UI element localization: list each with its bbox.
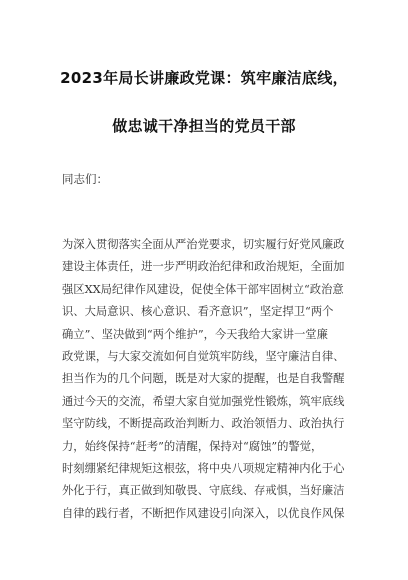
body-line: 建设主体责任，进一步严明政治纪律和政治规矩，全面加 [62, 260, 345, 274]
document-title-line-1: 2023年局长讲廉政党课：筑牢廉洁底线， [60, 69, 348, 87]
document-title-line-2: 做忠诚干净担当的党员干部 [112, 117, 296, 135]
salutation: 同志们： [62, 172, 108, 186]
body-line: 时刻绷紧纪律规矩这根弦，将中央八项规定精神内化于心 [62, 461, 345, 475]
body-line: 外化于行，真正做到知敬畏、守底线、存戒惧，当好廉洁 [62, 484, 345, 498]
body-line: 为深入贯彻落实全面从严治党要求，切实履行好党风廉政 [62, 238, 345, 251]
body-line: 坚守防线，不断提高政治判断力、政治领悟力、政治执行 [62, 417, 345, 431]
body-line: 确立”、坚决做到“两个维护”，今天我给大家讲一堂廉 [62, 327, 328, 341]
body-line: 担当作为的几个问题，既是对大家的提醒，也是自我警醒 [62, 372, 345, 386]
body-line: 强区XX局纪律作风建设，促使全体干部牢固树立“政治意 [62, 282, 344, 296]
body-paragraph [62, 234, 350, 525]
body-line: 识、大局意识、核心意识、看齐意识”，坚定捍卫“两个 [62, 305, 334, 319]
body-line: 力，始终保持“赶考”的清醒，保持对“腐蚀”的警觉， [62, 439, 323, 453]
body-line: 自律的践行者，不断把作风建设引向深入，以优良作风保 [62, 506, 345, 520]
body-line: 通过今天的交流，希望大家自觉加强党性锻炼，筑牢底线 [62, 394, 345, 408]
body-line: 政党课，与大家交流如何自觉筑牢防线，坚守廉洁自律、 [62, 349, 345, 363]
